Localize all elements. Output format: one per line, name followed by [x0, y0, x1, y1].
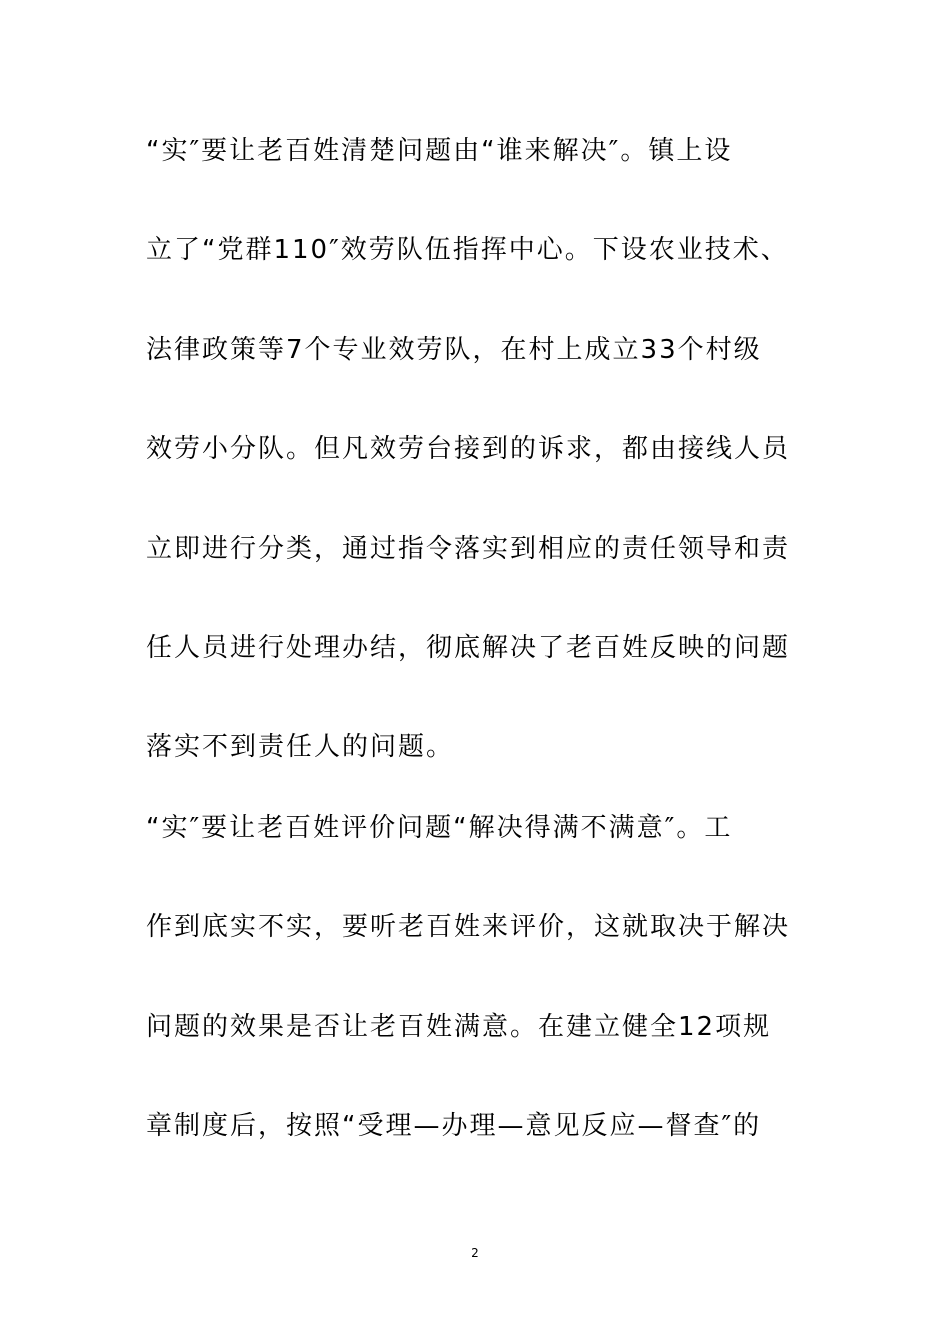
text-line: 效劳小分队。但凡效劳台接到的诉求，都由接线人员	[146, 434, 791, 464]
text-line: 作到底实不实，要听老百姓来评价，这就取决于解决	[146, 912, 791, 942]
text-line: 问题的效果是否让老百姓满意。在建立健全12项规	[146, 1012, 772, 1042]
text-line: “实″要让老百姓清楚问题由“谁来解决″。镇上设	[146, 136, 733, 166]
text-line: 立了“党群110″效劳队伍指挥中心。下设农业技术、	[146, 235, 789, 265]
text-line: 立即进行分类，通过指令落实到相应的责任领导和责	[146, 534, 791, 564]
text-line: 法律政策等7个专业效劳队，在村上成立33个村级	[146, 335, 762, 365]
text-line: “实″要让老百姓评价问题“解决得满不满意″。工	[146, 813, 733, 843]
text-line: 任人员进行处理办结，彻底解决了老百姓反映的问题	[146, 633, 791, 663]
text-line: 落实不到责任人的问题。	[146, 732, 455, 762]
page-number: 2	[471, 1246, 479, 1260]
text-line: 章制度后，按照“受理—办理—意见反应—督查″的	[146, 1111, 762, 1141]
